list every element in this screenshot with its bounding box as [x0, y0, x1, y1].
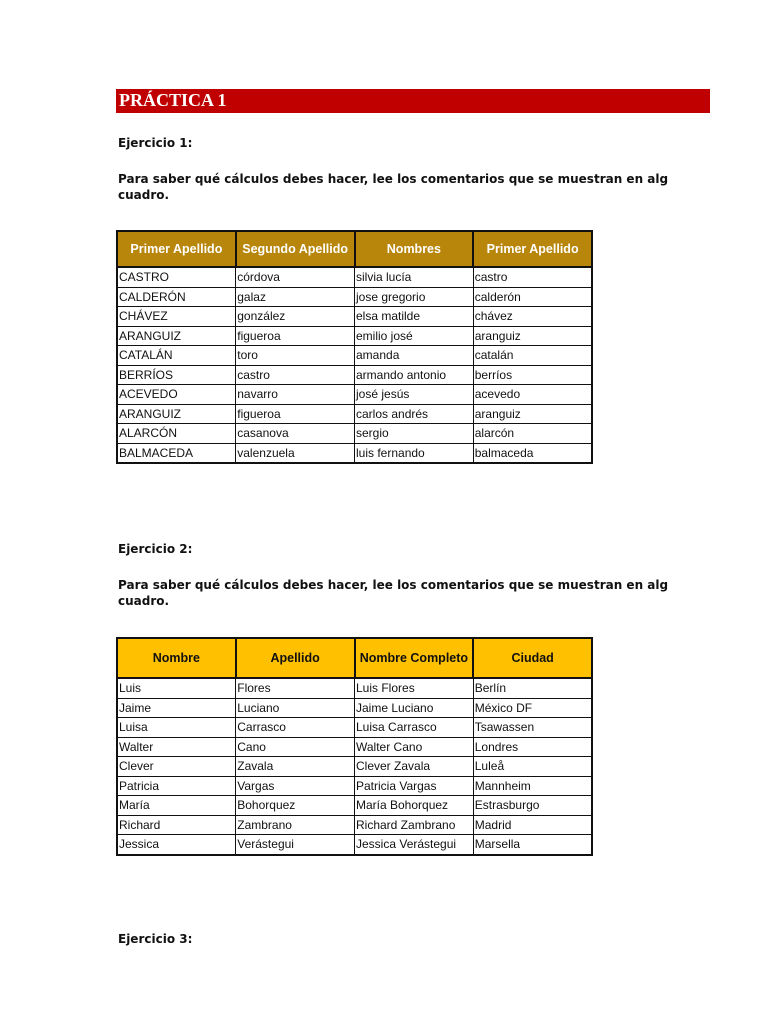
table-cell[interactable]: Luciano: [236, 698, 355, 718]
table-cell[interactable]: Jessica Verástegui: [355, 835, 474, 855]
table-row: [117, 287, 592, 307]
table-cell[interactable]: Luisa: [117, 718, 236, 738]
table-cell[interactable]: elsa matilde: [355, 307, 474, 327]
table-cell[interactable]: josé jesús: [355, 385, 474, 405]
table-cell[interactable]: gonzález: [236, 307, 355, 327]
table-cell[interactable]: Richard Zambrano: [355, 815, 474, 835]
table-cell[interactable]: Marsella: [473, 835, 592, 855]
table-cell[interactable]: castro: [473, 267, 592, 287]
exercise-2-instructions: [118, 577, 669, 609]
table-row: [117, 443, 592, 463]
table-cell[interactable]: Estrasburgo: [473, 796, 592, 816]
exercise-2-heading: Ejercicio 2:: [118, 542, 193, 556]
table-cell[interactable]: ARANGUIZ: [117, 404, 236, 424]
table-cell[interactable]: Bohorquez: [236, 796, 355, 816]
table-cell[interactable]: figueroa: [236, 404, 355, 424]
table-cell[interactable]: aranguiz: [473, 404, 592, 424]
table-cell[interactable]: Patricia Vargas: [355, 776, 474, 796]
table-cell[interactable]: Richard: [117, 815, 236, 835]
table-cell[interactable]: sergio: [355, 424, 474, 444]
table-row: [117, 776, 592, 796]
table-cell[interactable]: CALDERÓN: [117, 287, 236, 307]
table-row: [117, 385, 592, 405]
table-cell[interactable]: toro: [236, 346, 355, 366]
table-cell[interactable]: chávez: [473, 307, 592, 327]
table-row: [117, 404, 592, 424]
table-cell[interactable]: Patricia: [117, 776, 236, 796]
table-cell[interactable]: emilio josé: [355, 326, 474, 346]
table-cell[interactable]: silvia lucía: [355, 267, 474, 287]
table-row: [117, 698, 592, 718]
table-row: [117, 365, 592, 385]
exercise-1-instructions: [118, 171, 669, 203]
table-cell[interactable]: Jessica: [117, 835, 236, 855]
table-cell[interactable]: Carrasco: [236, 718, 355, 738]
table-cell[interactable]: Vargas: [236, 776, 355, 796]
column-header: Nombre Completo: [355, 638, 474, 678]
table-cell[interactable]: Clever: [117, 757, 236, 777]
table-cell[interactable]: córdova: [236, 267, 355, 287]
exercise-3-heading: Ejercicio 3:: [118, 932, 193, 946]
table-cell[interactable]: valenzuela: [236, 443, 355, 463]
column-header: Apellido: [236, 638, 355, 678]
table-cell[interactable]: Luis: [117, 678, 236, 698]
table-cell[interactable]: CHÁVEZ: [117, 307, 236, 327]
table-cell[interactable]: ACEVEDO: [117, 385, 236, 405]
table-cell[interactable]: Clever Zavala: [355, 757, 474, 777]
table-row: [117, 815, 592, 835]
column-header: Nombre: [117, 638, 236, 678]
table-cell[interactable]: Flores: [236, 678, 355, 698]
table-cell[interactable]: Zavala: [236, 757, 355, 777]
table-header-row: [117, 231, 592, 267]
table-row: [117, 678, 592, 698]
table-cell[interactable]: berríos: [473, 365, 592, 385]
table-cell[interactable]: Mannheim: [473, 776, 592, 796]
table-cell[interactable]: CATALÁN: [117, 346, 236, 366]
exercise-2-instructions-line1: Para saber qué cálculos debes hacer, lee los comentarios que se muestran en alg: [118, 578, 669, 592]
table-cell[interactable]: jose gregorio: [355, 287, 474, 307]
table-cell[interactable]: armando antonio: [355, 365, 474, 385]
table-cell[interactable]: catalán: [473, 346, 592, 366]
column-header: Primer Apellido: [473, 231, 592, 267]
table-cell[interactable]: CASTRO: [117, 267, 236, 287]
table-row: [117, 326, 592, 346]
table-cell[interactable]: María: [117, 796, 236, 816]
table-cell[interactable]: Luleå: [473, 757, 592, 777]
exercise-1-heading: Ejercicio 1:: [118, 136, 193, 150]
table-cell[interactable]: calderón: [473, 287, 592, 307]
table-cell[interactable]: figueroa: [236, 326, 355, 346]
table-cell[interactable]: Londres: [473, 737, 592, 757]
table-cell[interactable]: Cano: [236, 737, 355, 757]
table-cell[interactable]: acevedo: [473, 385, 592, 405]
column-header: Nombres: [355, 231, 474, 267]
exercise-2-instructions-line2: cuadro.: [118, 594, 170, 608]
table-cell[interactable]: balmaceda: [473, 443, 592, 463]
table-cell[interactable]: castro: [236, 365, 355, 385]
table-cell[interactable]: Walter: [117, 737, 236, 757]
table-cell[interactable]: Madrid: [473, 815, 592, 835]
table-cell[interactable]: luis fernando: [355, 443, 474, 463]
table-cell[interactable]: Luis Flores: [355, 678, 474, 698]
table-cell[interactable]: México DF: [473, 698, 592, 718]
table-cell[interactable]: Jaime Luciano: [355, 698, 474, 718]
table-cell[interactable]: Verástegui: [236, 835, 355, 855]
table-row: [117, 718, 592, 738]
exercise-1-table: [116, 230, 593, 464]
table-cell[interactable]: Walter Cano: [355, 737, 474, 757]
table-row: [117, 796, 592, 816]
table-cell[interactable]: BERRÍOS: [117, 365, 236, 385]
exercise-1-instructions-line2: cuadro.: [118, 188, 170, 202]
table-cell[interactable]: galaz: [236, 287, 355, 307]
page-title: PRÁCTICA 1: [119, 90, 227, 110]
table-cell[interactable]: Zambrano: [236, 815, 355, 835]
column-header: Primer Apellido: [117, 231, 236, 267]
table-cell[interactable]: Luisa Carrasco: [355, 718, 474, 738]
column-header: Ciudad: [473, 638, 592, 678]
table-cell[interactable]: Jaime: [117, 698, 236, 718]
table-cell[interactable]: María Bohorquez: [355, 796, 474, 816]
column-header: Segundo Apellido: [236, 231, 355, 267]
table-row: [117, 757, 592, 777]
table-cell[interactable]: Tsawassen: [473, 718, 592, 738]
table-cell[interactable]: carlos andrés: [355, 404, 474, 424]
table-row: [117, 346, 592, 366]
table-cell[interactable]: Berlín: [473, 678, 592, 698]
table-row: [117, 424, 592, 444]
exercise-1-instructions-line1: Para saber qué cálculos debes hacer, lee los comentarios que se muestran en alg: [118, 172, 669, 186]
table-cell[interactable]: BALMACEDA: [117, 443, 236, 463]
table-row: [117, 307, 592, 327]
title-banner: [116, 89, 710, 113]
table-cell[interactable]: aranguiz: [473, 326, 592, 346]
table-row: [117, 835, 592, 855]
table-header-row: [117, 638, 592, 678]
table-cell[interactable]: ARANGUIZ: [117, 326, 236, 346]
table-cell[interactable]: amanda: [355, 346, 474, 366]
exercise-2-table: [116, 637, 593, 856]
table-cell[interactable]: alarcón: [473, 424, 592, 444]
table-cell[interactable]: casanova: [236, 424, 355, 444]
table-cell[interactable]: navarro: [236, 385, 355, 405]
table-cell[interactable]: ALARCÓN: [117, 424, 236, 444]
table-row: [117, 737, 592, 757]
table-row: [117, 267, 592, 287]
